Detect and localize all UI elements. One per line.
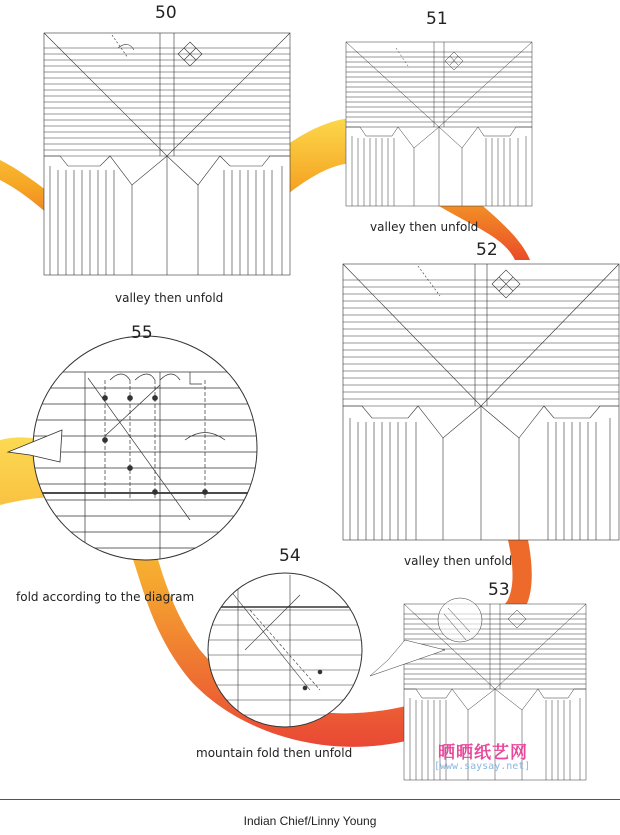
step-number-51: 51 [426,9,448,29]
caption-step-50: valley then unfold [115,291,224,305]
diagram-52 [343,264,619,540]
footer-credit: Indian Chief/Linny Young [243,814,377,828]
step-number-55: 55 [131,323,153,343]
diagram-55 [8,336,260,560]
caption-step-55: fold according to the diagram [16,590,195,604]
step-number-54: 54 [279,546,301,566]
step-number-52: 52 [476,240,498,260]
footer-divider [0,799,620,800]
diagram-51 [346,42,532,206]
watermark-url: [www.saysay.net] [434,761,531,772]
caption-step-51: valley then unfold [370,220,479,234]
step-number-53: 53 [488,580,510,600]
diagram-50 [44,33,290,275]
caption-step-54: mountain fold then unfold [196,746,353,760]
watermark-brand: 晒晒纸艺网 [438,743,528,763]
step-number-50: 50 [155,3,177,23]
caption-step-52: valley then unfold [404,554,513,568]
